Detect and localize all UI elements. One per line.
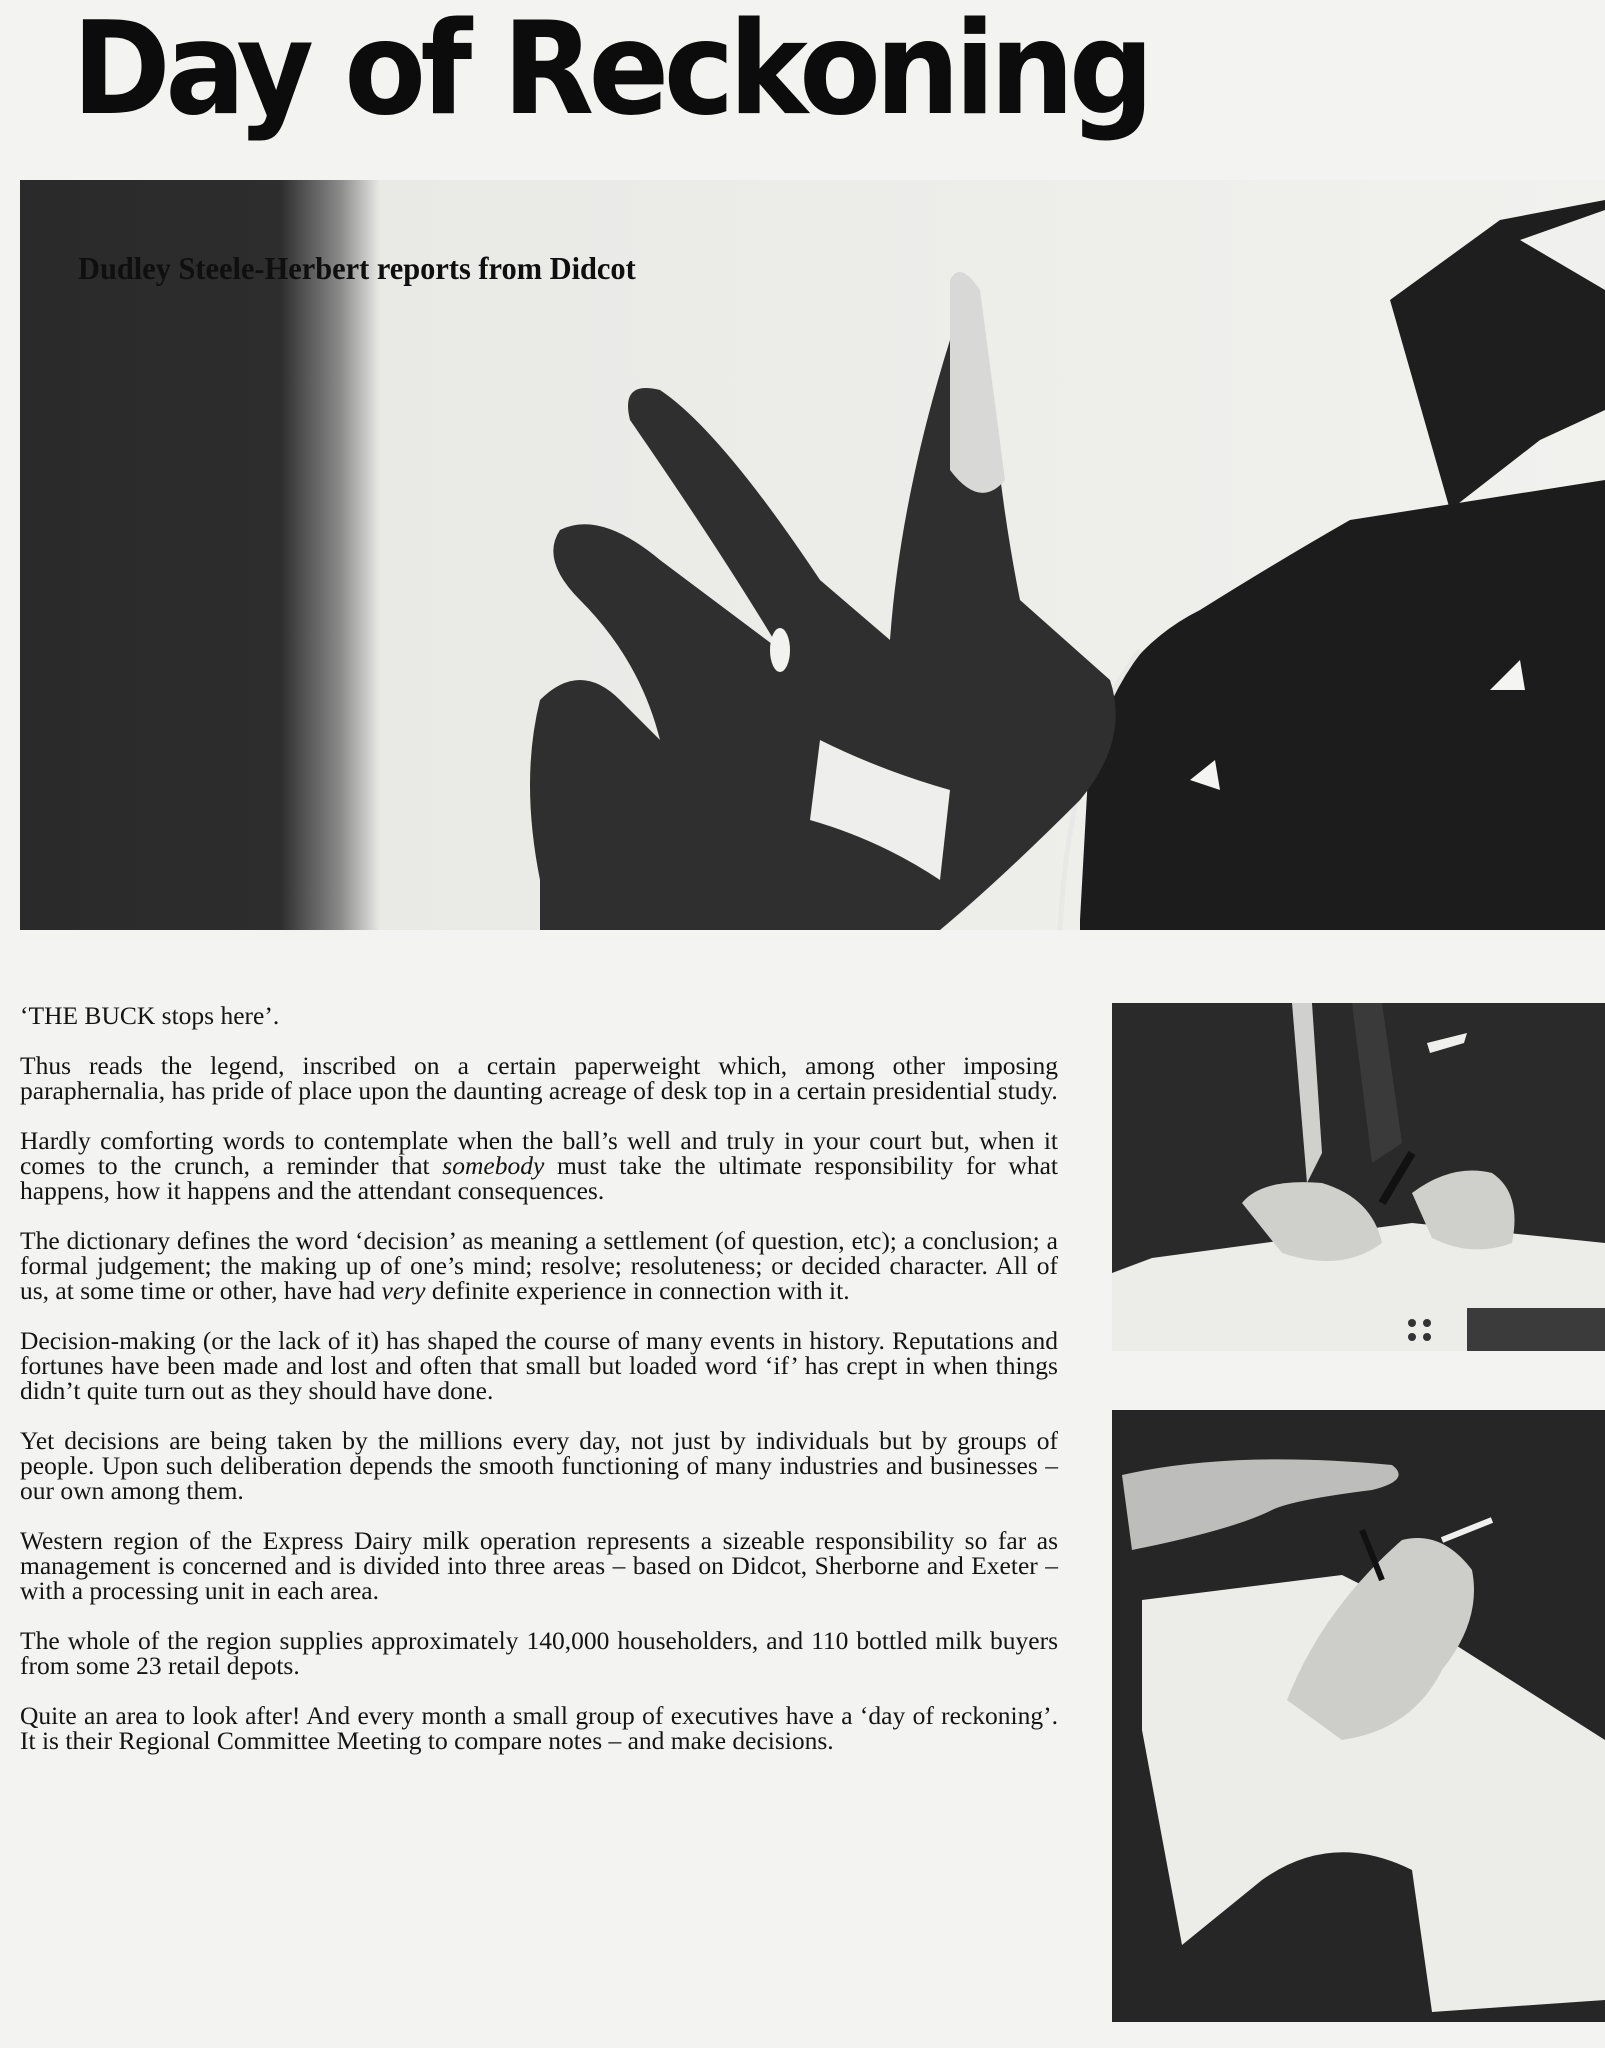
paragraph: The whole of the region supplies approximately 140,000 householders, and 110 bottled milk buyers from some 23 retail depots. (20, 1626, 1058, 1680)
hands-pen-desk-illustration (1112, 1003, 1605, 1351)
paragraph: ‘THE BUCK stops here’. (20, 1001, 280, 1030)
paragraph: Decision-making (or the lack of it) has shaped the course of many events in history. Reputations and fortunes have been made and lost and often that small but loaded word ‘if’ has crept in when things didn’t quite turn out as they should have done. (20, 1326, 1058, 1405)
paragraph: Yet decisions are being taken by the millions every day, not just by individuals but by groups of people. Upon such deliberation depends the smooth functioning of many industries and businesses – our own among them. (20, 1426, 1058, 1505)
emphasis: very (381, 1276, 426, 1305)
emphasis: somebody (442, 1151, 545, 1180)
paragraph: Western region of the Express Dairy milk operation represents a sizeable responsibility so far as management is concerned and is divided into three areas – based on Didcot, Sherborne and Exeter – with a processing unit in each area. (20, 1526, 1058, 1605)
hero-photo (20, 180, 1605, 930)
hand-pencil-notepad-illustration (1112, 1410, 1605, 2022)
paragraph (20, 1228, 1058, 1303)
gesturing-hands-illustration (20, 180, 1605, 930)
byline: Dudley Steele-Herbert reports from Didcot (78, 250, 636, 286)
paragraph-text: Hardly comforting words to contemplate when the ball’s well and truly in your court but, when it comes to the crunch, a reminder that (20, 1126, 1058, 1180)
article-body (20, 1003, 1058, 1778)
paragraph-text: The dictionary defines the word ‘decision’ as meaning a settlement (of question, etc); a conclusion; a formal judgement; the making up of one’s mind; resolve; resoluteness; or decided character. All of us, at some time or other, have had (20, 1226, 1058, 1305)
paragraph: Thus reads the legend, inscribed on a certain paperweight which, among other imposing paraphernalia, has pride of place upon the daunting acreage of desk top in a certain presidential study. (20, 1051, 1058, 1105)
paragraph (20, 1128, 1058, 1203)
paragraph: Quite an area to look after! And every month a small group of executives have a ‘day of reckoning’. It is their Regional Committee Meeting to compare notes – and make decisions. (20, 1701, 1058, 1755)
photo-hand-with-pencil (1112, 1410, 1605, 2022)
photo-hands-with-pen (1112, 1003, 1605, 1351)
paragraph-text: must take the ultimate responsibility for what happens, how it happens and the attendant consequences. (20, 1151, 1058, 1205)
headline: Day of Reckoning (72, 0, 1149, 144)
paragraph-text: definite experience in connection with it. (425, 1276, 850, 1305)
